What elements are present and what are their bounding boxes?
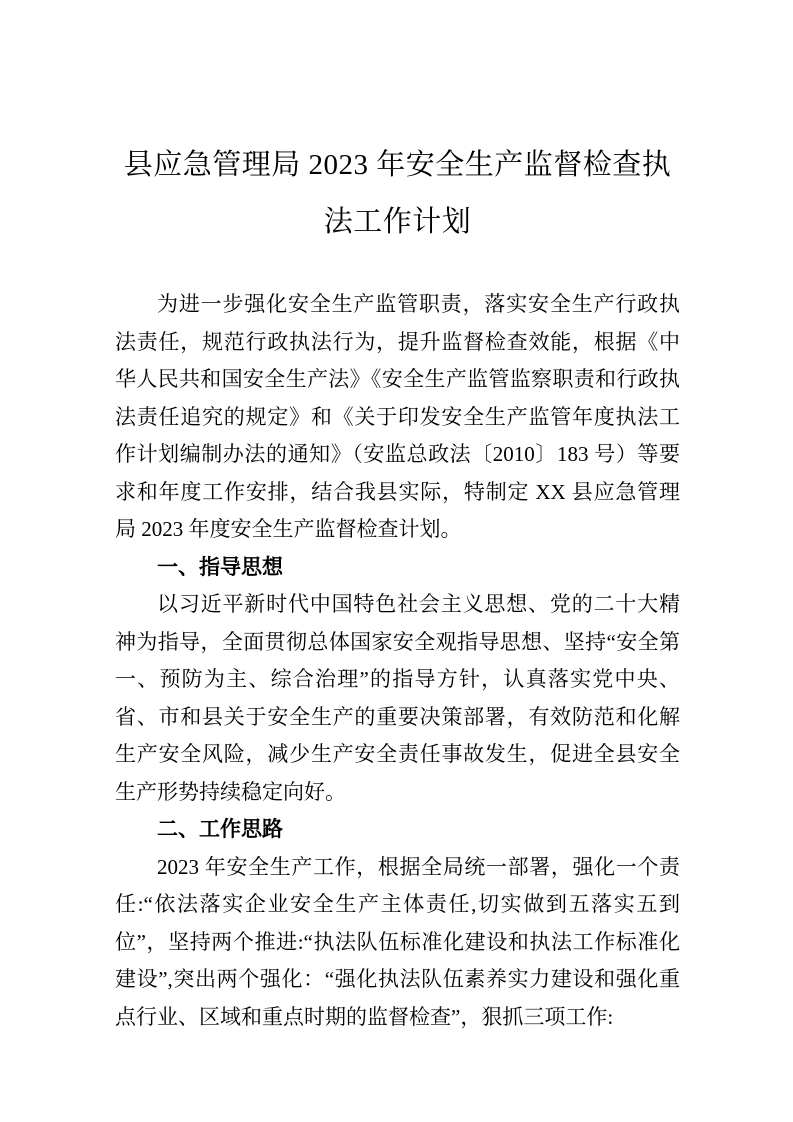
intro-paragraph: 为进一步强化安全生产监管职责，落实安全生产行政执法责任，规范行政执法行为，提升监督检查效能，根据《中华人民共和国安全生产法》《安全生产监管监察职责和行政执法责任追究的规定》和《关于印发安全生产监管年度执法工作计划编制办法的通知》（安监总政法〔2010〕183 号）等要求和年度工作安排，结合我县实际，特制定 XX 县应急管理局 2023 年度安全生产监督检查计划。 (115, 292, 680, 541)
section-body-guiding-ideology: 以习近平新时代中国特色社会主义思想、党的二十大精神为指导，全面贯彻总体国家安全观指导思想、坚持“安全第一、预防为主、综合治理”的指导方针，认真落实党中央、省、市和县关于安全生产的重要决策部署，有效防范和化解生产安全风险，减少生产安全责任事故发生，促进全县安全生产形势持续稳定向好。 (115, 592, 680, 804)
section-body-work-approach: 2023 年安全生产工作，根据全局统一部署，强化一个责任:“依法落实企业安全生产主体责任,切实做到五落实五到位”，坚持两个推进:“执法队伍标准化建设和执法工作标准化建设”,突出两个强化：“强化执法队伍素养实力建设和强化重点行业、区域和重点时期的监督检查”，狠抓三项工作: (115, 854, 680, 1029)
section-heading-work-approach: 二、工作思路 (157, 818, 283, 841)
document-title: 县应急管理局 2023 年安全生产监督检查执法工作计划 (123, 149, 672, 238)
section-heading-guiding-ideology: 一、指导思想 (157, 555, 283, 579)
